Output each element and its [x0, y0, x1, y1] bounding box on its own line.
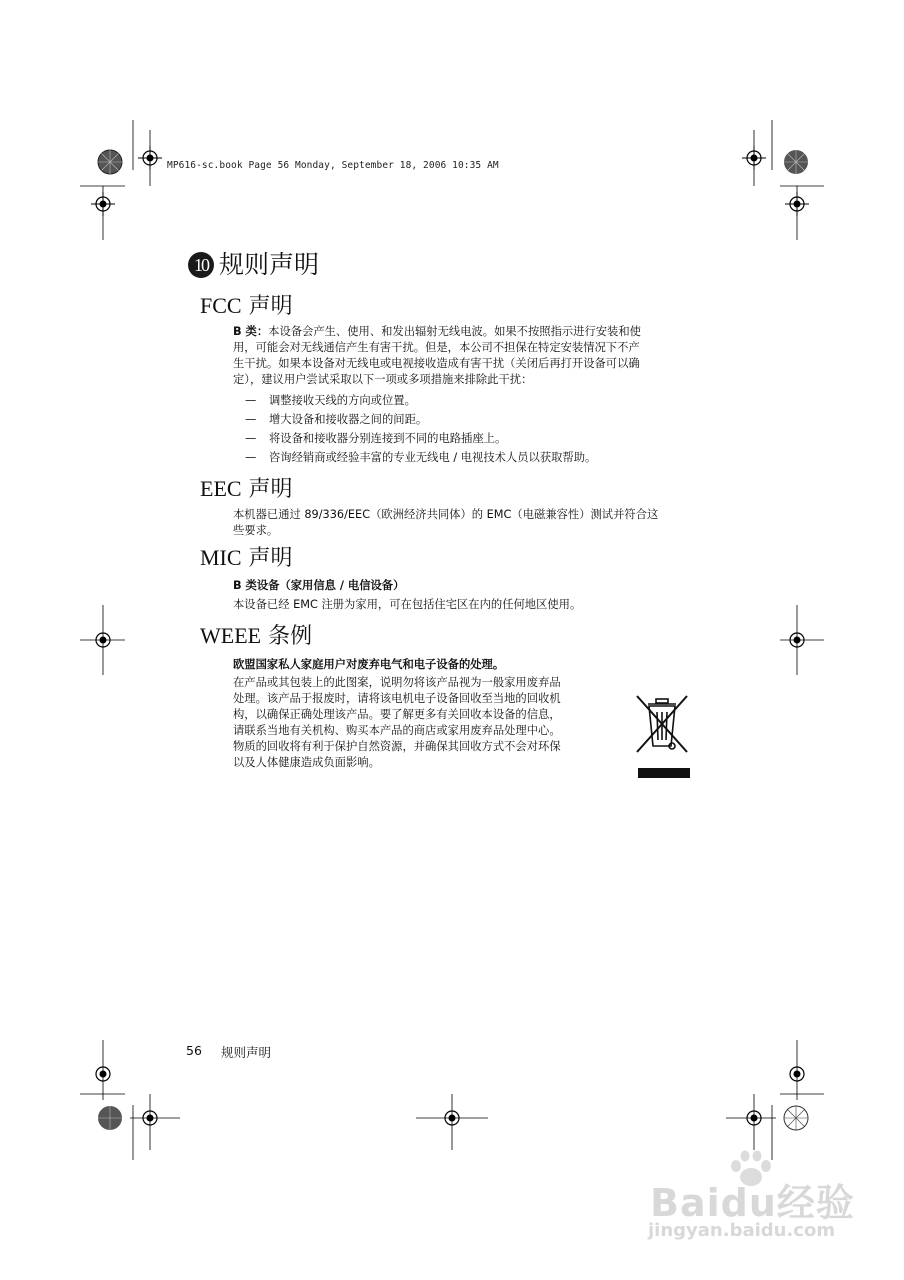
- section-title-fcc: FCC 声明: [200, 293, 293, 319]
- chapter-title: 规则声明: [219, 250, 320, 279]
- list-item: — 咨询经销商或经验丰富的专业无线电 / 电视技术人员以获取帮助。: [245, 451, 597, 464]
- crosshair-icon: [742, 146, 766, 170]
- registration-wheel-icon: [782, 1104, 810, 1132]
- weee-bin-icon: [632, 690, 692, 782]
- fcc-paragraph: B 类：本设备会产生、使用、和发出辐射无线电波。如果不按照指示进行安装和使 用，可能会对无线通信产生有害干扰。但是，本公司不担保在特定安装情况下不产 生干扰。如果本设备对无线电或电视接收造成有害干扰（关闭后再打开设备可以确 定），建议用户尝试采取以下一项或多项措施来排除此干扰：: [233, 325, 641, 386]
- section-title-mic: MIC 声明: [200, 545, 293, 571]
- crosshair-icon: [785, 628, 809, 652]
- list-item: — 将设备和接收器分别连接到不同的电路插座上。: [245, 432, 507, 445]
- crosshair-icon: [742, 1106, 766, 1130]
- page-number: 56: [186, 1043, 202, 1058]
- fcc-class-label: B 类：: [233, 325, 269, 338]
- crosshair-icon: [440, 1106, 464, 1130]
- mic-paragraph: 本设备已经 EMC 注册为家用，可在包括住宅区在内的任何地区使用。: [233, 598, 582, 611]
- mic-subhead: B 类设备（家用信息 / 电信设备）: [233, 579, 405, 592]
- crosshair-icon: [138, 1106, 162, 1130]
- crosshair-icon: [91, 628, 115, 652]
- eec-paragraph: 本机器已通过 89/336/EEC（欧洲经济共同体）的 EMC（电磁兼容性）测试并符合这 些要求。: [233, 508, 659, 537]
- watermark-brand: Baidu经验: [650, 1181, 855, 1225]
- weee-paragraph: 在产品或其包装上的此图案，说明勿将该产品视为一般家用废弃品 处理。该产品于报废时，请将该电机电子设备回收至当地的回收机 构，以确保正确处理该产品。要了解更多有关回收本设备的信息， 请联系当地有关机构、购买本产品的商店或家用废弃品处理中心。 物质的回收将有利于保护自然资源，并确保其回收方式不会对环保 以及人体健康造成负面影响。: [233, 676, 561, 769]
- print-header: MP616-sc.book Page 56 Monday, September 18, 2006 10:35 AM: [167, 160, 499, 171]
- list-item: — 调整接收天线的方向或位置。: [245, 394, 416, 407]
- chapter-number-badge: 10: [188, 252, 214, 278]
- crosshair-icon: [785, 192, 809, 216]
- registration-wheel-icon: [96, 1104, 124, 1132]
- section-title-eec: EEC 声明: [200, 476, 293, 502]
- crosshair-icon: [785, 1062, 809, 1086]
- section-title-weee: WEEE 条例: [200, 623, 313, 649]
- registration-wheel-icon: [782, 148, 810, 176]
- crosshair-icon: [91, 1062, 115, 1086]
- watermark-url: jingyan.baidu.com: [648, 1220, 836, 1241]
- list-item: — 增大设备和接收器之间的间距。: [245, 413, 428, 426]
- weee-subhead: 欧盟国家私人家庭用户对废弃电气和电子设备的处理。: [233, 658, 505, 671]
- footer-section-title: 规则声明: [221, 1045, 272, 1060]
